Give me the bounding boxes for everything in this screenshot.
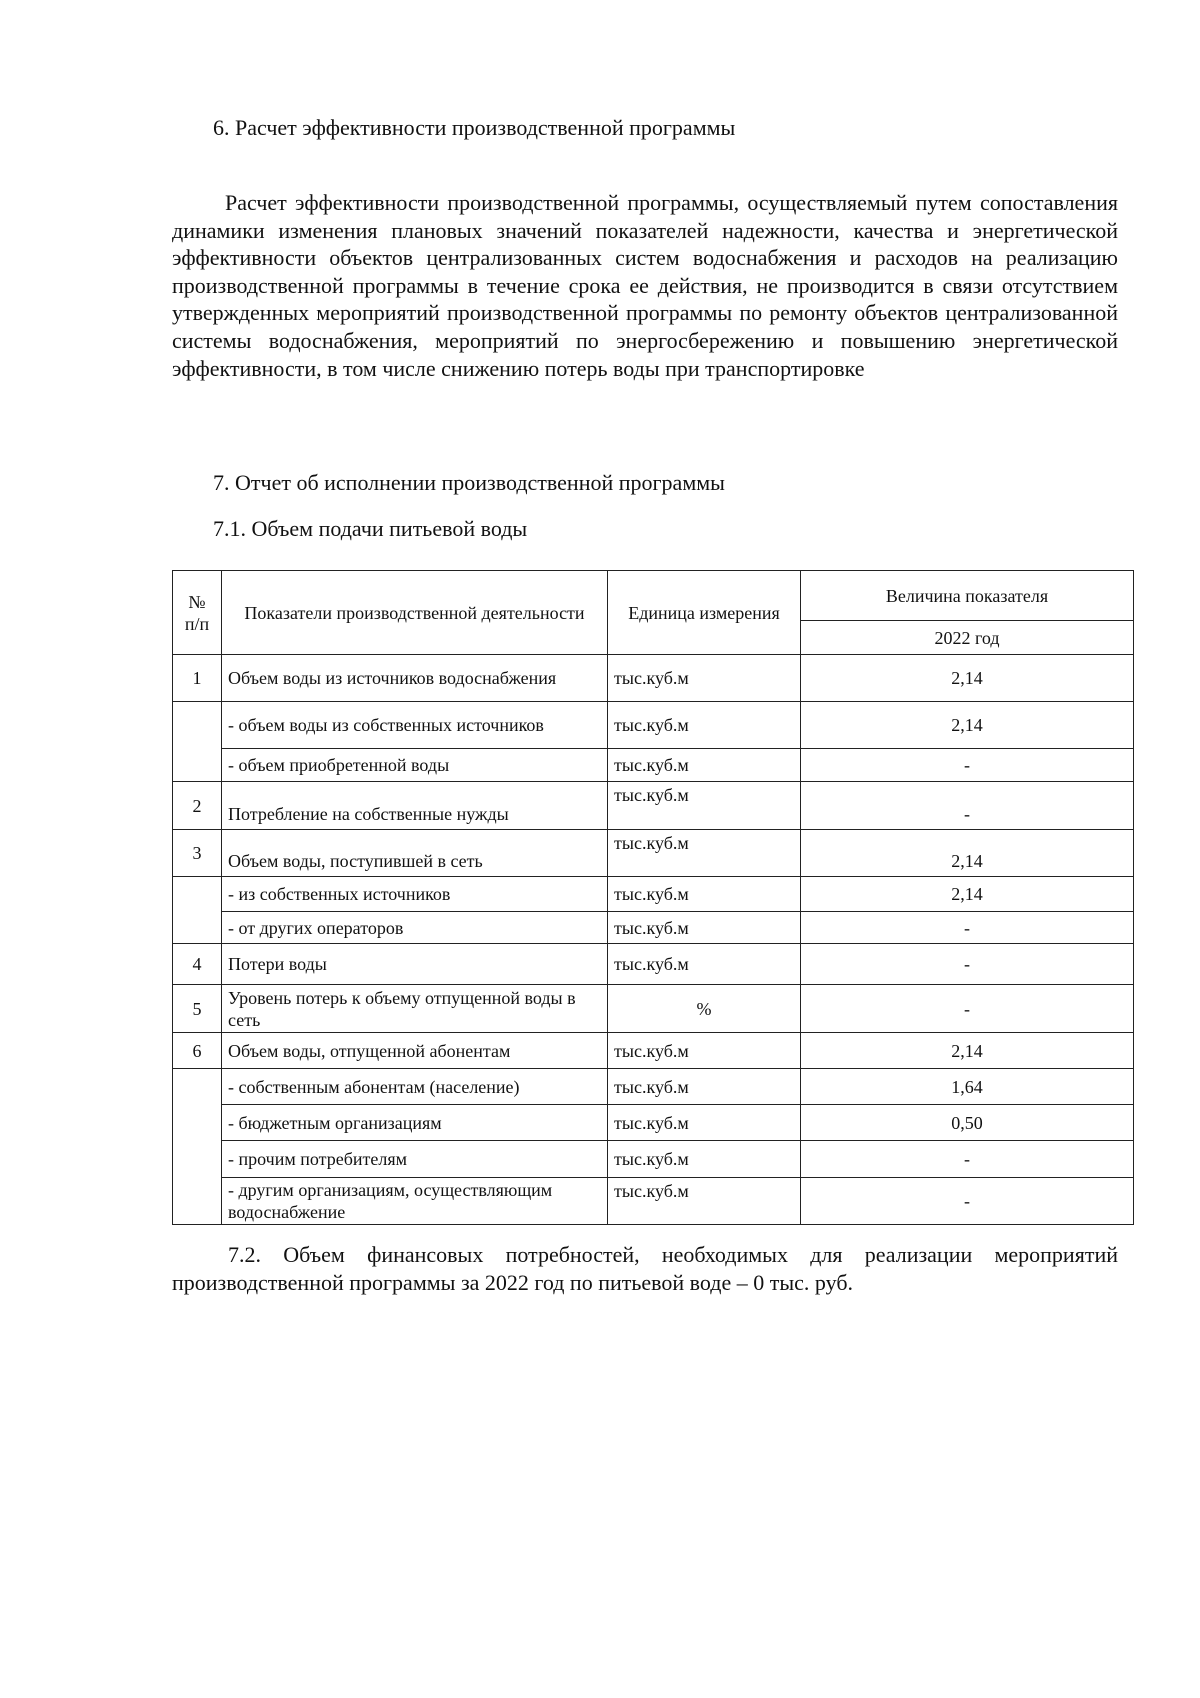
row-value: 2,14 <box>801 655 1134 702</box>
table-row <box>173 749 1134 782</box>
row-unit: тыс.куб.м <box>608 1069 801 1105</box>
row-value: - <box>801 749 1134 782</box>
table-row <box>173 1105 1134 1141</box>
table-row <box>173 1178 1134 1225</box>
row-num <box>173 702 222 782</box>
row-indicator: Потери воды <box>222 944 608 985</box>
table-row <box>173 655 1134 702</box>
section-6-paragraph: Расчет эффективности производственной программы, осуществляемый путем сопоставления динамики изменения плановых значений показателей надежности, качества и энергетической эффективности объектов централизованных систем водоснабжения и расходов на реализацию производственной программы в течение срока ее действия, не производится в связи отсутствием утвержденных мероприятий производственной программы по ремонту объектов централизованной системы водоснабжения, мероприятий по энергосбережению и повышению энергетической эффективности, в том числе снижению потерь воды при транспортировке <box>172 190 1118 381</box>
section-7-title: 7. Отчет об исполнении производственной программы <box>213 470 725 495</box>
table-row <box>173 1033 1134 1069</box>
row-indicator: - объем приобретенной воды <box>222 749 608 782</box>
row-unit: тыс.куб.м <box>608 830 801 877</box>
row-value: - <box>801 782 1134 830</box>
row-unit: тыс.куб.м <box>608 782 801 830</box>
row-unit: тыс.куб.м <box>608 702 801 749</box>
row-indicator: Объем воды, поступившей в сеть <box>222 830 608 877</box>
row-unit: тыс.куб.м <box>608 749 801 782</box>
row-value: - <box>801 944 1134 985</box>
header-value: Величина показателя <box>801 571 1134 621</box>
header-indicator: Показатели производственной деятельности <box>222 571 608 655</box>
row-num: 4 <box>173 944 222 985</box>
row-unit: тыс.куб.м <box>608 1141 801 1178</box>
row-unit: тыс.куб.м <box>608 912 801 944</box>
row-num <box>173 877 222 944</box>
header-num: № п/п <box>173 571 222 655</box>
row-value: - <box>801 985 1134 1033</box>
row-num: 3 <box>173 830 222 877</box>
table-row <box>173 1069 1134 1105</box>
table-row <box>173 912 1134 944</box>
row-num: 6 <box>173 1033 222 1069</box>
row-indicator: Уровень потерь к объему отпущенной воды в сеть <box>222 985 608 1033</box>
row-unit: тыс.куб.м <box>608 1033 801 1069</box>
row-unit: % <box>608 985 801 1033</box>
section-6-title: 6. Расчет эффективности производственной программы <box>213 115 736 140</box>
row-value: 2,14 <box>801 830 1134 877</box>
row-unit: тыс.куб.м <box>608 877 801 912</box>
header-year: 2022 год <box>801 621 1134 655</box>
row-unit: тыс.куб.м <box>608 944 801 985</box>
table-row <box>173 944 1134 985</box>
water-supply-table <box>172 570 1134 1225</box>
row-unit: тыс.куб.м <box>608 1105 801 1141</box>
row-value: - <box>801 912 1134 944</box>
row-num: 1 <box>173 655 222 702</box>
row-indicator: Объем воды, отпущенной абонентам <box>222 1033 608 1069</box>
row-unit: тыс.куб.м <box>608 655 801 702</box>
row-value: 1,64 <box>801 1069 1134 1105</box>
table-row <box>173 702 1134 749</box>
table-row <box>173 985 1134 1033</box>
row-value: - <box>801 1178 1134 1225</box>
row-indicator: - объем воды из собственных источников <box>222 702 608 749</box>
row-value: 2,14 <box>801 702 1134 749</box>
row-num <box>173 1069 222 1225</box>
table-row <box>173 830 1134 877</box>
header-unit: Единица измерения <box>608 571 801 655</box>
table-row <box>173 877 1134 912</box>
row-indicator: - бюджетным организациям <box>222 1105 608 1141</box>
row-indicator: - собственным абонентам (население) <box>222 1069 608 1105</box>
section-7-1-title: 7.1. Объем подачи питьевой воды <box>213 516 528 541</box>
row-num: 5 <box>173 985 222 1033</box>
row-value: 2,14 <box>801 877 1134 912</box>
row-value: - <box>801 1141 1134 1178</box>
row-value: 2,14 <box>801 1033 1134 1069</box>
table-row <box>173 782 1134 830</box>
row-indicator: Объем воды из источников водоснабжения <box>222 655 608 702</box>
row-indicator: Потребление на собственные нужды <box>222 782 608 830</box>
row-unit: тыс.куб.м <box>608 1178 801 1225</box>
row-indicator: - прочим потребителям <box>222 1141 608 1178</box>
table-row <box>173 1141 1134 1178</box>
section-7-2-paragraph: 7.2. Объем финансовых потребностей, необходимых для реализации мероприятий производственной программы за 2022 год по питьевой воде – 0 тыс. руб. <box>172 1242 1118 1295</box>
row-value: 0,50 <box>801 1105 1134 1141</box>
row-indicator: - другим организациям, осуществляющим водоснабжение <box>222 1178 608 1225</box>
row-num: 2 <box>173 782 222 830</box>
row-indicator: - от других операторов <box>222 912 608 944</box>
row-indicator: - из собственных источников <box>222 877 608 912</box>
